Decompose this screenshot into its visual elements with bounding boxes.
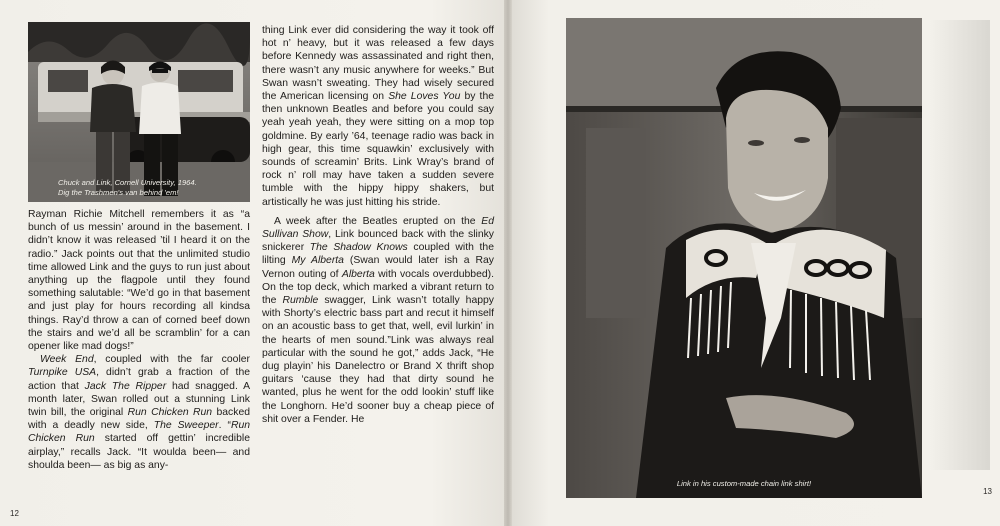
paragraph bbox=[262, 215, 494, 426]
title-alberta: Alberta bbox=[341, 268, 375, 280]
text-span: , coupled with the far cooler bbox=[93, 354, 250, 366]
text-column-1 bbox=[28, 208, 250, 472]
title-rumble: Rumble bbox=[282, 295, 319, 307]
page-number-left: 12 bbox=[10, 509, 19, 518]
paragraph bbox=[28, 353, 250, 472]
title-she-loves-you: She Loves You bbox=[388, 91, 461, 103]
paragraph: Rayman Richie Mitchell remembers it as “a bunch of us messin’ around in the basement. I didn’t know it was released ’til I heard it on the radio.” Jack points out that the unlimited studio time allowed Link and the guys to run just about anything up the flagpole until they found something salutable: “We’d go in that basement and just play for hours recording all kindsa things. Ray’d throw a can of corned beef down the stairs and we’d all be scramblin’ for a can opener like mad dogs!” bbox=[28, 209, 250, 353]
photo-caption-right: Link in his custom-made chain link shirt! bbox=[676, 479, 812, 488]
text-span: had snagged. A month later, Swan rolled out a stunning Link twin bill, the original bbox=[28, 380, 251, 419]
text-span: thing Link ever did considering the way it took off hot n’ heavy, but it was released a few days before Kennedy was assassinated and right then, there wasn’t any music anywhere for weeks.” But Swan wasn’t sweating. They had wisely secured the American licensing on bbox=[262, 25, 494, 103]
paragraph bbox=[262, 24, 494, 209]
text-span: A week after the Beatles erupted on the bbox=[274, 215, 482, 227]
text-span: by the then unknown Beatles and before you could say yeah yeah yeah, they were sitting on a mop top goldmine. By early ’64, teenage radio was back in high gear, this time squawkin’ exclusively with sounds of screamin’ Brits. Link Wray’s brand of rock n’ roll may have taken a sudden severe tumble with the hippy hippy shakers, but artistically he was just hitting his stride. bbox=[262, 91, 494, 208]
title-jack-the-ripper: Jack The Ripper bbox=[84, 380, 167, 392]
photo-link-chain-shirt-image bbox=[566, 18, 922, 498]
text-span: backed with a deadly new side, bbox=[28, 407, 250, 432]
title-the-sweeper: The Sweeper bbox=[153, 420, 219, 432]
text-span: coupled with the lilting bbox=[262, 242, 494, 267]
text-span: , didn’t grab a fraction of the action that bbox=[28, 367, 250, 392]
page-bleed-through bbox=[930, 20, 990, 470]
text-span: (Swan would later ish a Ray Vernon outing of bbox=[262, 255, 494, 280]
title-the-shadow-knows: The Shadow Knows bbox=[309, 242, 408, 254]
text-span: , Link bounced back with the slinky snickerer bbox=[262, 229, 494, 254]
page-number-right: 13 bbox=[983, 487, 992, 496]
text-span: with vocals overdubbed). On the top deck, which marked a vibrant return to the bbox=[262, 268, 494, 307]
photo-link-chain-shirt bbox=[566, 18, 922, 498]
caption-line-2: Dig the Trashmen's van behind 'em! bbox=[58, 188, 179, 197]
gutter bbox=[504, 0, 512, 526]
title-turnpike-usa: Turnpike USA bbox=[28, 367, 97, 379]
text-span: . “ bbox=[218, 420, 231, 432]
title-my-alberta: My Alberta bbox=[291, 255, 344, 267]
title-run-chicken-run: Run Chicken Run bbox=[127, 407, 213, 419]
photo-chuck-and-link bbox=[28, 22, 250, 202]
caption-line-1: Chuck and Link, Cornell University, 1964. bbox=[58, 178, 197, 187]
photo-chuck-and-link-image bbox=[28, 22, 250, 202]
title-run-chicken-run: Run Chicken Run bbox=[28, 420, 251, 445]
text-span: swagger, Link wasn’t totally happy with Shorty’s electric bass part and recut it himself on an acoustic bass to get that, well, evil lurkin’ in the hearts of men sound.”Link was always real particular with the sound he got,” adds Jack, “He dug playin’ his Danelectro or Brand X thrift shop guitars ‘cause they had that dirty sound he wanted, plus he went for the odd lookin’ stuff like the Longhorn. He’d sooner buy a cheap piece of shit over a Fender. He bbox=[262, 295, 494, 425]
title-week-end: Week End bbox=[40, 354, 94, 366]
title-ed-sullivan-show: Ed Sullivan Show bbox=[262, 215, 494, 241]
text-column-2 bbox=[262, 24, 494, 426]
text-span: started off gettin’ incredible airplay,” recalls Jack. “It woulda been— and shoulda been— as big as any- bbox=[28, 433, 250, 471]
photo-caption-left bbox=[58, 178, 250, 198]
